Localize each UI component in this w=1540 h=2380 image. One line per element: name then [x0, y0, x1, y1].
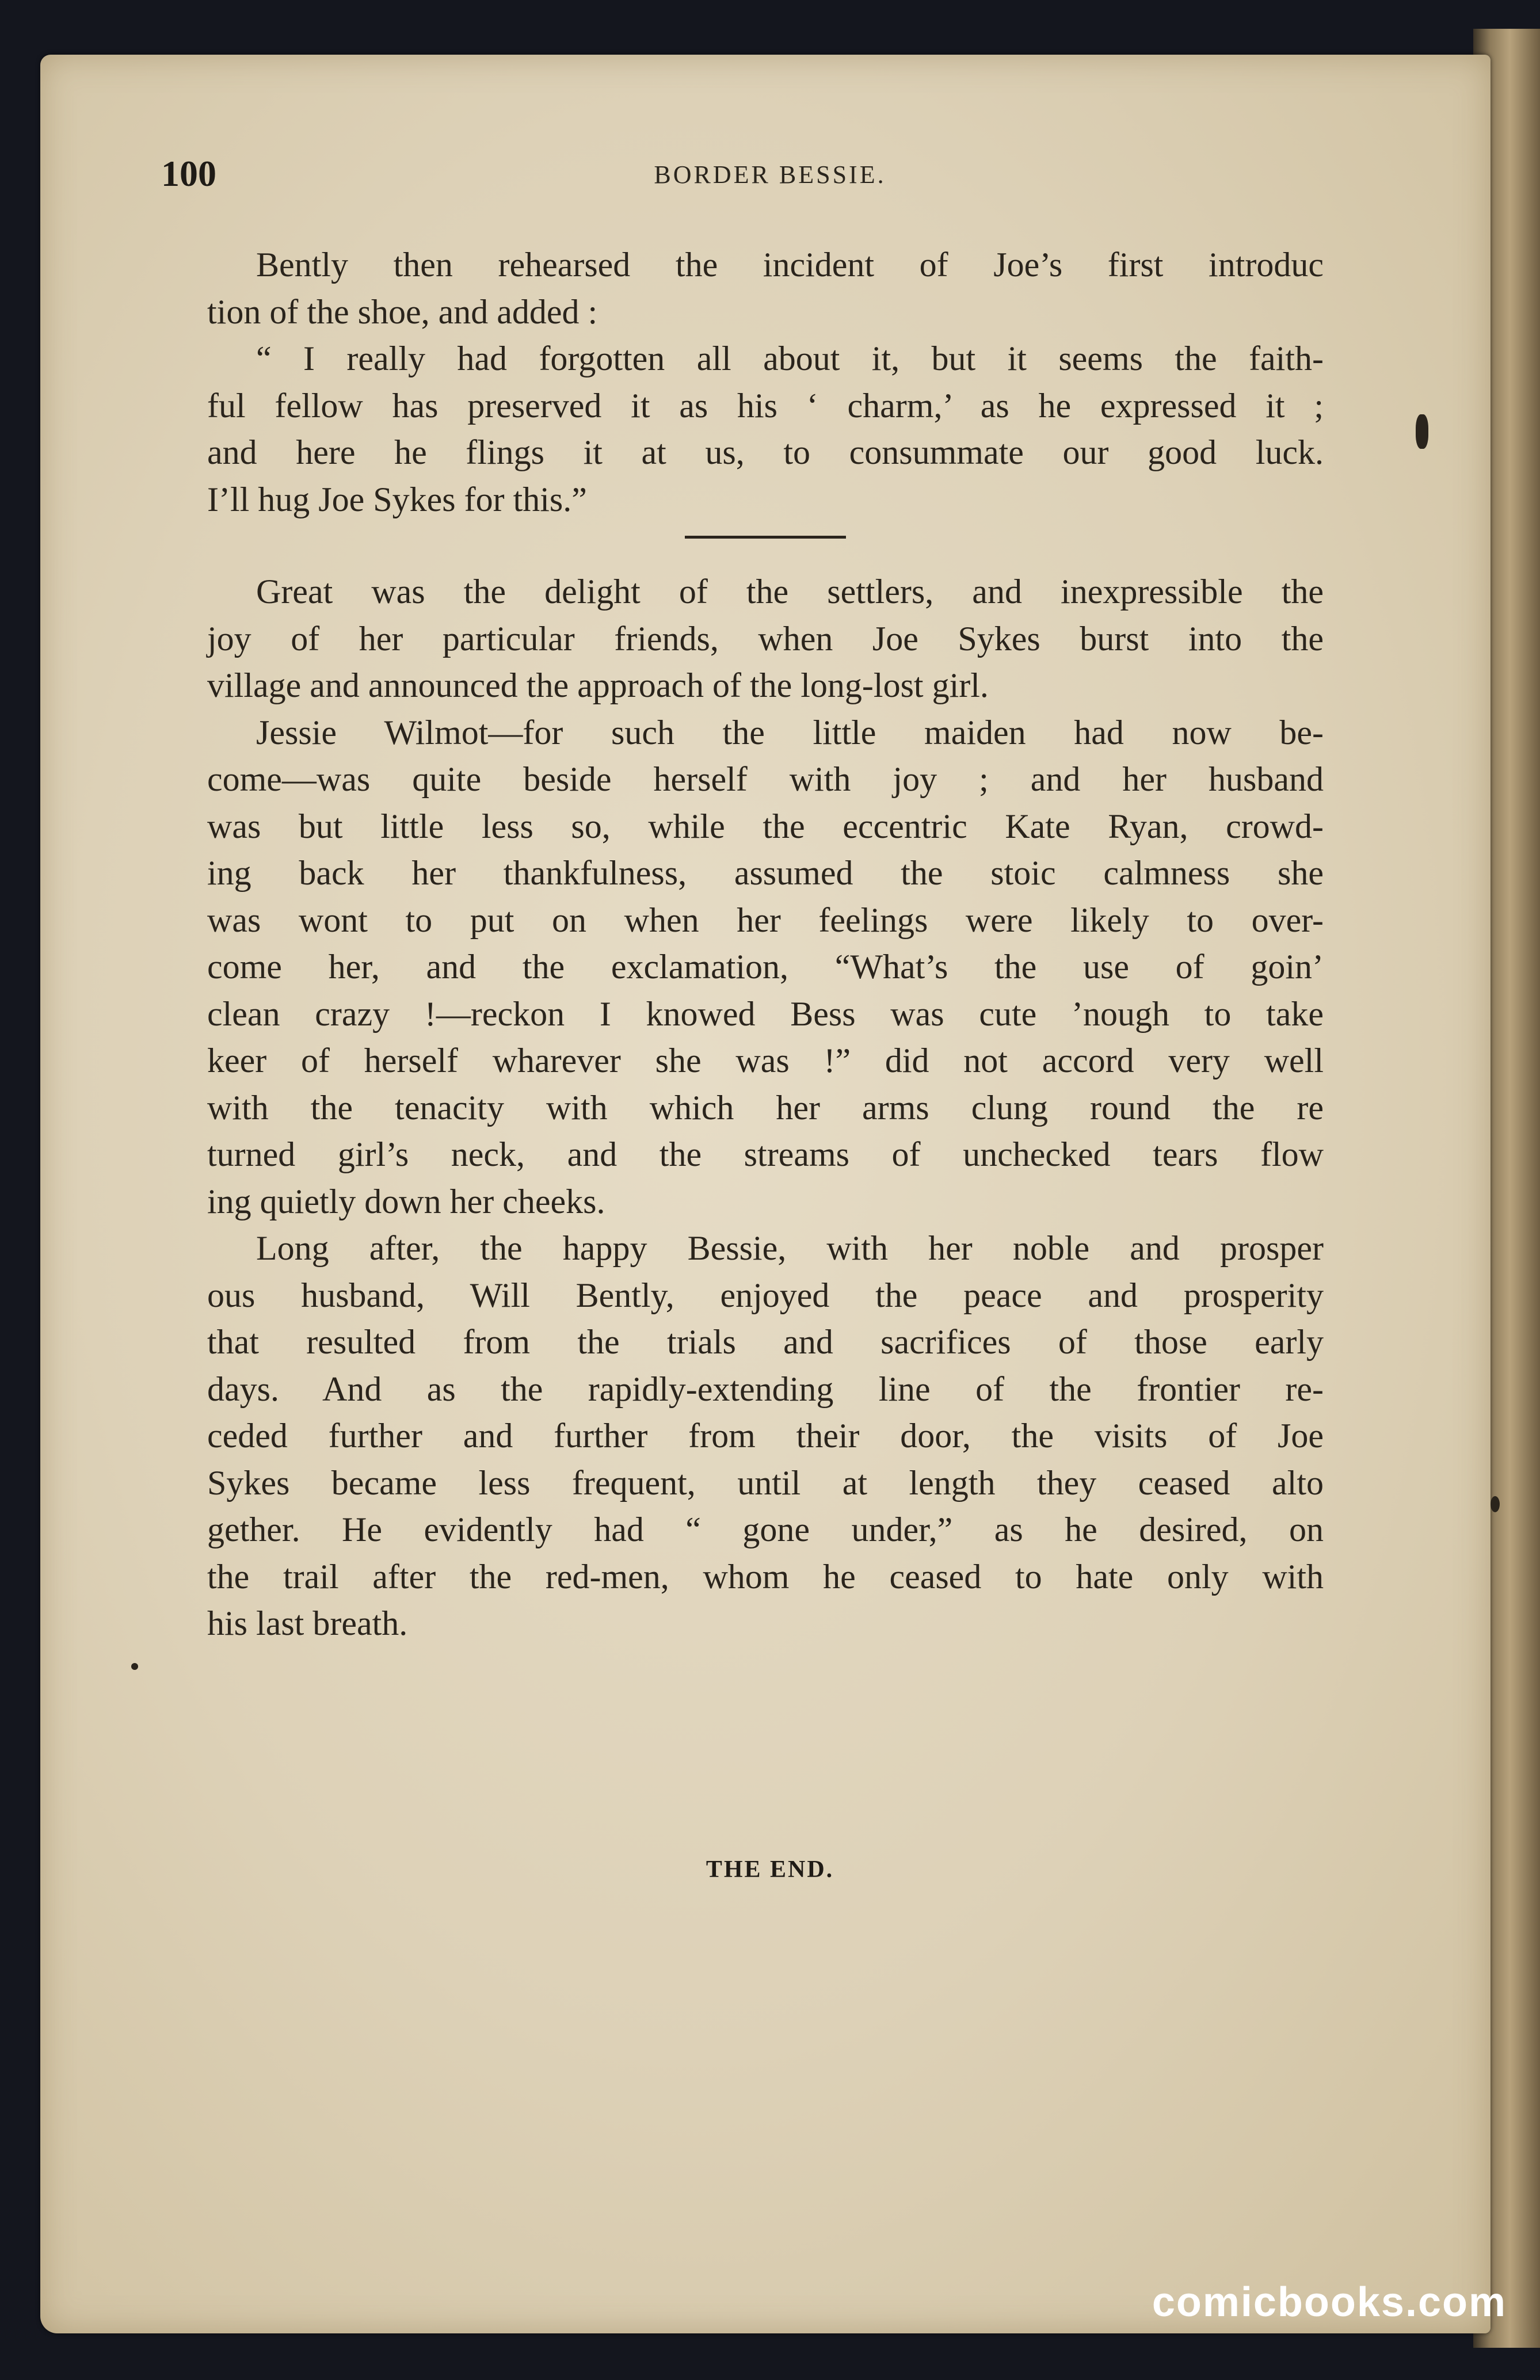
text-line: ful fellow has preserved it as his ‘ charm,’ as he expressed it ; — [207, 386, 1324, 425]
text-line: Great was the delight of the settlers, and inexpressible the — [256, 573, 1324, 611]
section-divider — [685, 536, 846, 539]
text-line: ing quietly down her cheeks. — [207, 1182, 605, 1220]
text-line: come—was quite beside herself with joy ; and her husband — [207, 760, 1324, 798]
text-line: “ I really had forgotten all about it, but it seems the faith- — [256, 340, 1324, 377]
text-line: with the tenacity with which her arms clung round the re — [207, 1088, 1324, 1127]
the-end-label: THE END. — [706, 1856, 834, 1883]
text-line: gether. He evidently had “ gone under,” as he desired, on — [207, 1511, 1324, 1548]
text-line: the trail after the red-men, whom he ceased to hate only with — [207, 1557, 1324, 1596]
text-line: and here he flings it at us, to consummate our good luck. — [207, 433, 1324, 471]
ink-speck — [1416, 414, 1428, 449]
text-line: Long after, the happy Bessie, with her noble and prosper — [256, 1229, 1324, 1267]
text-line: ing back her thankfulness, assumed the stoic calmness she — [207, 854, 1324, 892]
text-line: come her, and the exclamation, “What’s the use of goin’ — [207, 948, 1324, 986]
page-number: 100 — [161, 153, 216, 194]
text-line: I’ll hug Joe Sykes for this.” — [207, 480, 587, 518]
body-text — [207, 242, 1324, 1647]
text-line: village and announced the approach of the long-lost girl. — [207, 666, 989, 704]
ink-speck — [131, 1663, 138, 1670]
text-line: clean crazy !—reckon I knowed Bess was cute ’nough to take — [207, 994, 1324, 1033]
text-line: tion of the shoe, and added : — [207, 292, 598, 331]
text-line: that resulted from the trials and sacrifices of those early — [207, 1323, 1324, 1361]
text-line: Sykes became less frequent, until at length they ceased alto — [207, 1463, 1324, 1502]
watermark-logo: comicbooks.com — [1152, 2279, 1507, 2325]
text-line: was wont to put on when her feelings were likely to over- — [207, 901, 1324, 939]
text-line: ceded further and further from their door, the visits of Joe — [207, 1417, 1324, 1455]
text-line: his last breath. — [207, 1604, 408, 1642]
text-line: turned girl’s neck, and the streams of unchecked tears flow — [207, 1135, 1324, 1173]
text-line: joy of her particular friends, when Joe Sykes burst into the — [207, 619, 1324, 658]
ink-speck — [1491, 1496, 1500, 1512]
text-line: Bently then rehearsed the incident of Joe’s first introduc — [256, 246, 1324, 284]
text-line: keer of herself wharever she was !” did not accord very well — [207, 1042, 1324, 1080]
text-line: Jessie Wilmot—for such the little maiden had now be- — [256, 713, 1324, 752]
text-line: days. And as the rapidly-extending line of the frontier re- — [207, 1370, 1324, 1408]
text-line: ous husband, Will Bently, enjoyed the peace and prosperity — [207, 1276, 1324, 1314]
text-line: was but little less so, while the eccentric Kate Ryan, crowd- — [207, 807, 1324, 845]
running-title: BORDER BESSIE. — [654, 161, 886, 189]
